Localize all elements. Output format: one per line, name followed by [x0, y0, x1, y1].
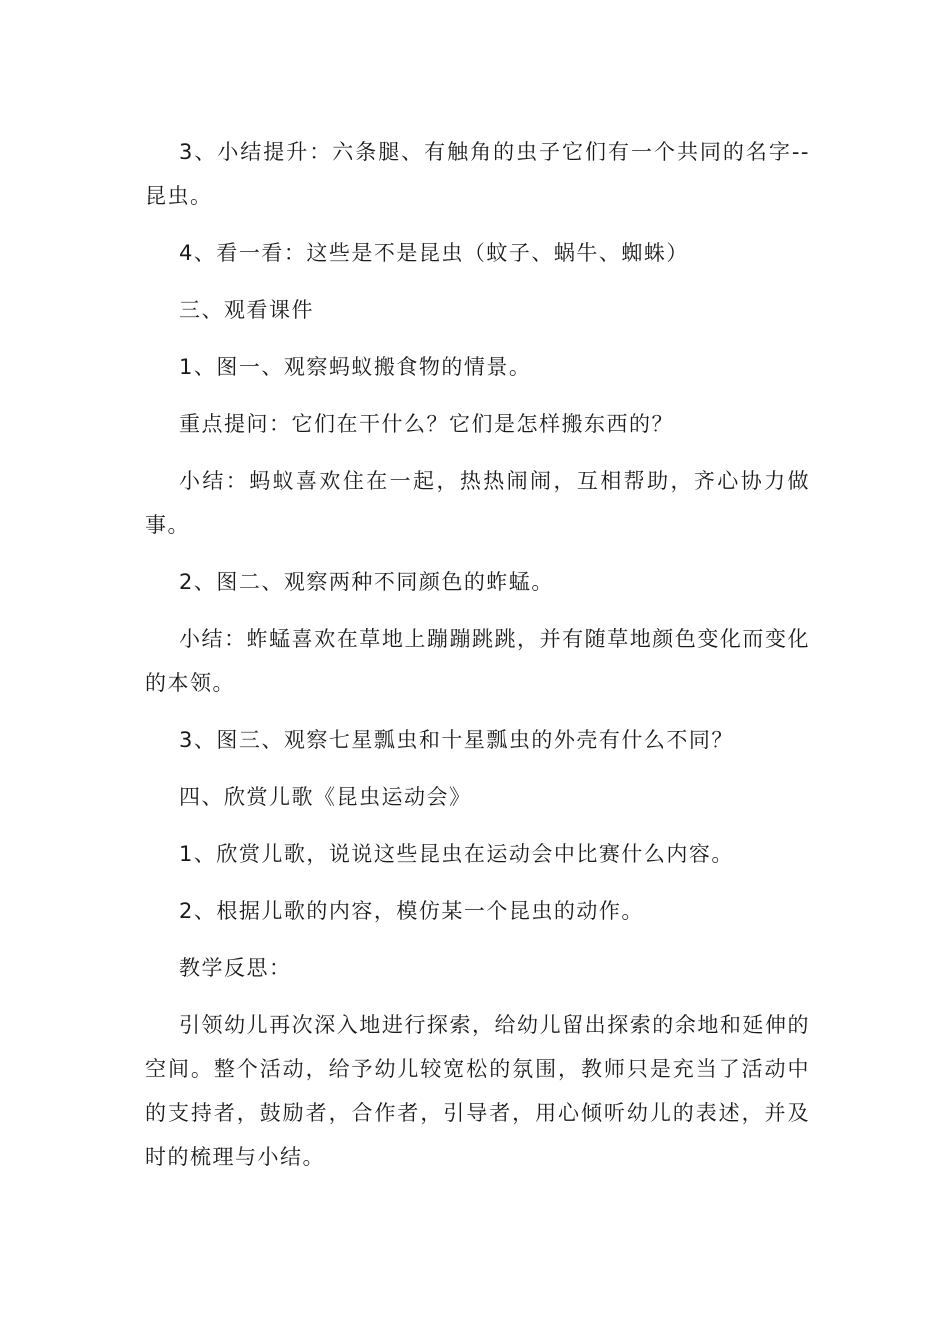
paragraph-rhyme-imitate: 2、根据儿歌的内容，模仿某一个昆虫的动作。 — [179, 899, 644, 923]
paragraph-figure-three: 3、图三、观察七星瓢虫和十星瓢虫的外壳有什么不同？ — [179, 728, 734, 752]
document-body — [145, 130, 810, 1192]
section-heading-courseware: 三、观看课件 — [179, 298, 314, 322]
section-heading-reflection: 教学反思： — [179, 956, 292, 980]
paragraph-look-insects: 4、看一看：这些是不是昆虫（蚊子、蜗牛、蜘蛛） — [179, 241, 689, 265]
paragraph-summary-insects: 3、小结提升：六条腿、有触角的虫子它们有一个共同的名字--昆虫。 — [145, 140, 810, 208]
paragraph-figure-two: 2、图二、观察两种不同颜色的蚱蜢。 — [179, 570, 554, 594]
section-heading-nursery-rhyme: 四、欣赏儿歌《昆虫运动会》 — [179, 785, 472, 809]
paragraph-rhyme-appreciate: 1、欣赏儿歌，说说这些昆虫在运动会中比赛什么内容。 — [179, 842, 734, 866]
paragraph-reflection-body: 引领幼儿再次深入地进行探索，给幼儿留出探索的余地和延伸的空间。整个活动，给予幼儿较宽松的氛围，教师只是充当了活动中的支持者，鼓励者，合作者，引导者，用心倾听幼儿的表述，并及时的梳理与小结。 — [145, 1013, 810, 1169]
paragraph-key-question: 重点提问：它们在干什么？它们是怎样搬东西的？ — [179, 412, 674, 436]
paragraph-grasshopper-summary: 小结：蚱蜢喜欢在草地上蹦蹦跳跳，并有随草地颜色变化而变化的本领。 — [145, 627, 810, 695]
paragraph-figure-one: 1、图一、观察蚂蚁搬食物的情景。 — [179, 355, 532, 379]
paragraph-ant-summary: 小结：蚂蚁喜欢住在一起，热热闹闹，互相帮助，齐心协力做事。 — [145, 469, 810, 537]
